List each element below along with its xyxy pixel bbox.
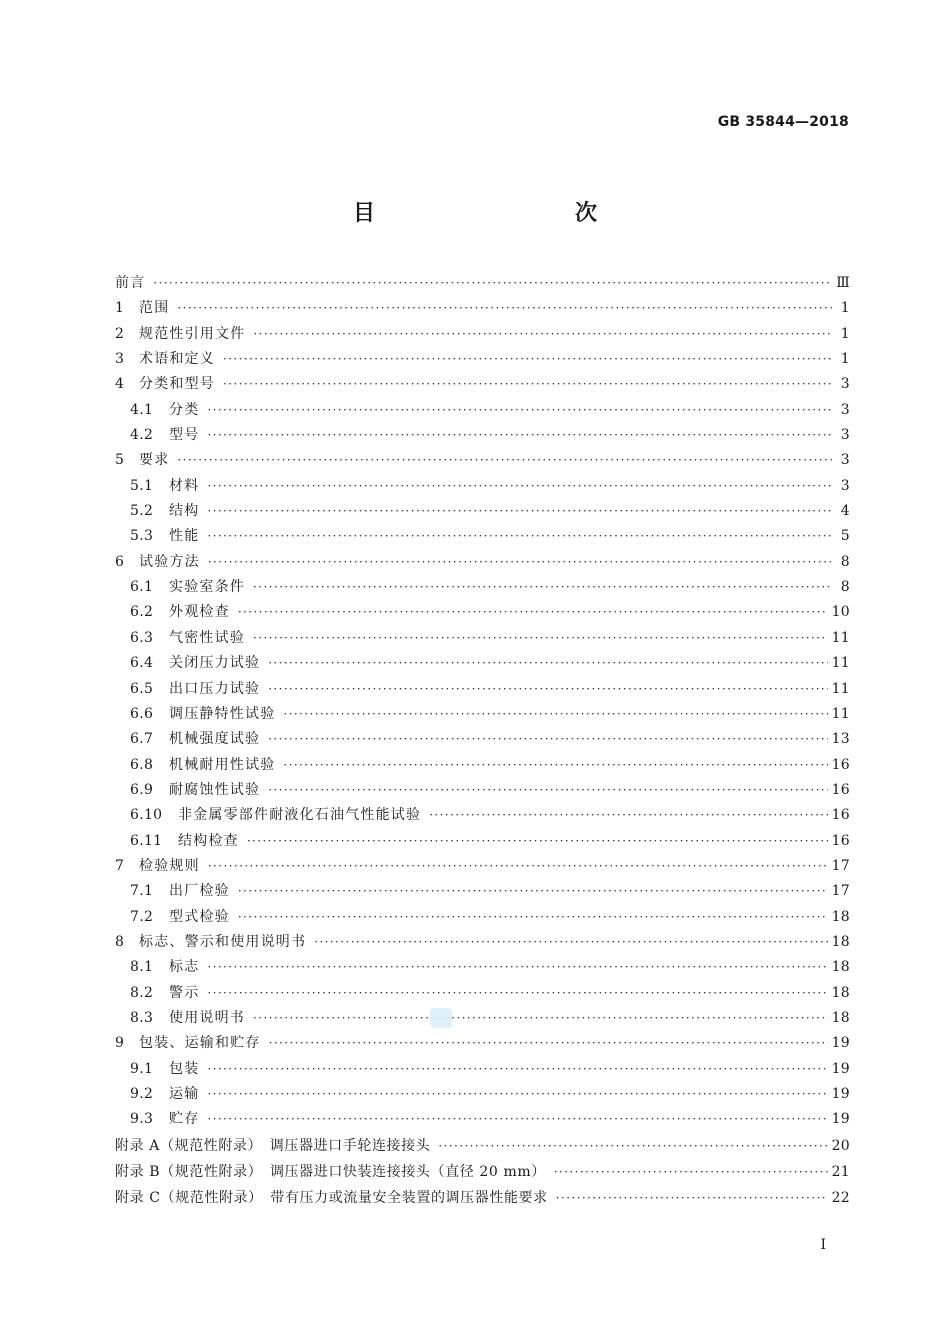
toc-entry[interactable] — [115, 727, 850, 752]
toc-entry-number: 5.2 — [130, 503, 154, 520]
toc-entry[interactable] — [115, 474, 850, 499]
toc-entry-page: 19 — [831, 1035, 850, 1052]
toc-entry-page: 11 — [831, 629, 850, 646]
toc-entry-label: 规范性引用文件 — [139, 325, 246, 342]
toc-entry-label: 标志 — [169, 959, 200, 976]
toc-entry[interactable] — [115, 550, 850, 575]
toc-entry-number: 6.4 — [130, 655, 154, 672]
toc-entry[interactable] — [115, 651, 850, 676]
toc-entry[interactable] — [115, 347, 850, 372]
toc-entry-page: 11 — [831, 655, 850, 672]
toc-entry[interactable] — [115, 1057, 850, 1082]
toc-entry-label: 警示 — [169, 984, 200, 1001]
toc-entry[interactable] — [115, 372, 850, 397]
toc-entry-page: 18 — [831, 1009, 850, 1026]
toc-entry-page: 3 — [840, 376, 850, 393]
toc-entry-label: 分类和型号 — [139, 376, 215, 393]
toc-entry-number: 8 — [115, 933, 125, 950]
toc-dot-leader — [207, 1057, 827, 1082]
toc-entry-number: 6.1 — [130, 579, 154, 596]
toc-entry[interactable] — [115, 702, 850, 727]
toc-entry-label: 性能 — [169, 528, 200, 545]
toc-entry-label: 检验规则 — [139, 857, 200, 874]
toc-entry-label: 试验方法 — [139, 553, 200, 570]
toc-entry-number: 5.1 — [130, 477, 154, 494]
toc-entry[interactable] — [115, 955, 850, 980]
toc-entry-page: 3 — [840, 427, 850, 444]
toc-dot-leader — [208, 550, 832, 575]
toc-entry-label: 出厂检验 — [169, 883, 230, 900]
toc-entry-number: 4.1 — [130, 401, 154, 418]
toc-dot-leader — [268, 651, 827, 676]
toc-entry-page: 19 — [831, 1060, 850, 1077]
toc-dot-leader — [269, 1031, 828, 1056]
toc-dot-leader — [247, 829, 828, 854]
toc-dot-leader — [207, 423, 832, 448]
toc-dot-leader — [207, 524, 832, 549]
toc-entry-number: 9.3 — [130, 1111, 154, 1128]
toc-entry-page: 17 — [831, 857, 850, 874]
toc-entry-number: 9 — [115, 1035, 125, 1052]
toc-dot-leader — [177, 296, 832, 321]
toc-entry-page: 13 — [831, 731, 850, 748]
toc-entry-page: 16 — [831, 781, 850, 798]
watermark-icon — [430, 1008, 452, 1028]
toc-entry[interactable] — [115, 1006, 850, 1031]
toc-entry-number: 7.1 — [130, 883, 154, 900]
toc-dot-leader — [177, 448, 832, 473]
toc-dot-leader — [207, 398, 832, 423]
toc-entry[interactable] — [115, 930, 850, 955]
toc-entry[interactable] — [115, 499, 850, 524]
toc-entry-label: 出口压力试验 — [169, 680, 261, 697]
toc-entry[interactable] — [115, 322, 850, 347]
toc-entry-page: 18 — [831, 984, 850, 1001]
page-number: I — [820, 1237, 826, 1253]
toc-dot-leader — [223, 347, 832, 372]
toc-entry-label: 实验室条件 — [169, 579, 245, 596]
toc-entry-number: 6.11 — [130, 832, 163, 849]
toc-entry[interactable] — [115, 296, 850, 321]
toc-entry-label: 机械耐用性试验 — [169, 756, 276, 773]
toc-entry-label: 术语和定义 — [139, 351, 215, 368]
toc-entry-number: 8.2 — [130, 984, 154, 1001]
toc-dot-leader — [223, 372, 832, 397]
toc-dot-leader — [253, 575, 832, 600]
toc-entry-label: 非金属零部件耐液化石油气性能试验 — [178, 807, 422, 824]
toc-entry-number: 5 — [115, 452, 125, 469]
toc-entry-label: 附录 A（规范性附录） 调压器进口手轮连接接头 — [115, 1137, 431, 1154]
toc-entry-label: 附录 C（规范性附录） 带有压力或流量安全装置的调压器性能要求 — [115, 1189, 548, 1206]
toc-entry-number: 6.6 — [130, 705, 154, 722]
toc-entry-label: 前言 — [115, 275, 146, 291]
toc-dot-leader — [207, 1107, 827, 1132]
toc-entry[interactable] — [115, 981, 850, 1006]
toc-dot-leader — [556, 1185, 828, 1211]
toc-entry-number: 1 — [115, 300, 125, 317]
toc-entry-number: 6.7 — [130, 731, 154, 748]
toc-entry-label: 运输 — [169, 1086, 200, 1102]
toc-dot-leader — [207, 981, 827, 1006]
toc-entry-label: 外观检查 — [169, 604, 230, 621]
toc-entry-page: 19 — [831, 1111, 850, 1128]
toc-entry-label: 范围 — [139, 300, 170, 317]
toc-dot-leader — [238, 879, 828, 904]
toc-dot-leader — [268, 727, 827, 752]
page-title: 目 次 — [352, 201, 649, 226]
toc-entry[interactable] — [115, 448, 850, 473]
toc-dot-leader — [238, 905, 828, 930]
toc-dot-leader — [207, 499, 832, 524]
toc-entry-number: 7.2 — [130, 908, 154, 925]
toc-entry-label: 包装 — [169, 1060, 200, 1077]
toc-dot-leader — [253, 322, 832, 347]
toc-entry-number: 9.1 — [130, 1060, 154, 1077]
toc-entry-number: 6.10 — [130, 807, 163, 824]
toc-entry-page: 17 — [831, 883, 850, 900]
toc-entry[interactable] — [115, 600, 850, 625]
toc-entry[interactable] — [115, 626, 850, 651]
toc-entry[interactable] — [115, 753, 850, 778]
toc-entry-label: 分类 — [169, 401, 200, 418]
toc-entry-label: 使用说明书 — [169, 1009, 245, 1026]
toc-entry-page: 8 — [840, 579, 850, 596]
toc-dot-leader — [208, 854, 828, 879]
toc-entry-page: 20 — [831, 1137, 850, 1154]
toc-entry[interactable] — [115, 1185, 850, 1211]
toc-entry-page: 3 — [840, 401, 850, 418]
toc-entry-page: 19 — [831, 1086, 850, 1102]
toc-entry-page: 10 — [831, 604, 850, 621]
toc-dot-leader — [153, 271, 832, 296]
toc-entry-page: 3 — [840, 477, 850, 494]
toc-entry-number: 6.5 — [130, 680, 154, 697]
toc-entry-label: 型式检验 — [169, 908, 230, 925]
toc-entry-number: 6.2 — [130, 604, 154, 621]
toc-entry-page: 5 — [840, 528, 850, 545]
toc-entry[interactable] — [115, 398, 850, 423]
toc-entry[interactable] — [115, 575, 850, 600]
standard-code: GB 35844—2018 — [717, 114, 849, 130]
toc-dot-leader — [207, 1082, 827, 1107]
toc-entry-number: 2 — [115, 325, 125, 342]
toc-entry-number: 4 — [115, 376, 125, 393]
toc-entry-number: 5.3 — [130, 528, 154, 545]
toc-entry-label: 包装、运输和贮存 — [139, 1035, 261, 1052]
toc-entry[interactable] — [115, 524, 850, 549]
toc-entry-number: 9.2 — [130, 1086, 154, 1102]
toc-entry[interactable] — [115, 1082, 850, 1107]
toc-entry[interactable] — [115, 803, 850, 828]
toc-entry-label: 结构检查 — [178, 832, 239, 849]
toc-entry-number: 3 — [115, 351, 125, 368]
toc-entry-label: 机械强度试验 — [169, 731, 261, 748]
toc-entry-number: 6 — [115, 553, 125, 570]
toc-entry-page: 18 — [831, 933, 850, 950]
toc-entry[interactable] — [115, 829, 850, 854]
toc-entry[interactable] — [115, 1107, 850, 1132]
toc-entry-page: 8 — [840, 553, 850, 570]
toc-entry-page: 16 — [831, 756, 850, 773]
toc-entry-page: Ⅲ — [836, 275, 850, 291]
toc-entry-page: 4 — [840, 503, 850, 520]
toc-entry[interactable] — [115, 854, 850, 879]
toc-entry[interactable] — [115, 879, 850, 904]
toc-entry-label: 标志、警示和使用说明书 — [139, 933, 307, 950]
toc-entry-number: 8.1 — [130, 959, 154, 976]
toc-entry-number: 7 — [115, 857, 125, 874]
toc-entry-number: 4.2 — [130, 427, 154, 444]
toc-dot-leader — [207, 955, 827, 980]
toc-dot-leader — [314, 930, 827, 955]
toc-entry-number: 6.9 — [130, 781, 154, 798]
toc-entry-number: 8.3 — [130, 1009, 154, 1026]
toc-dot-leader — [268, 778, 827, 803]
toc-entry[interactable] — [115, 271, 850, 296]
toc-entry[interactable] — [115, 677, 850, 702]
toc-dot-leader — [253, 626, 828, 651]
toc-entry-number: 6.3 — [130, 629, 154, 646]
toc-entry-label: 贮存 — [169, 1111, 200, 1128]
toc-entry-page: 21 — [831, 1163, 850, 1180]
toc-entry-page: 16 — [831, 807, 850, 824]
toc-entry-number: 6.8 — [130, 756, 154, 773]
toc-entry-page: 1 — [840, 351, 850, 368]
toc-entry-page: 18 — [831, 908, 850, 925]
toc-dot-leader — [207, 474, 832, 499]
toc-entry[interactable] — [115, 778, 850, 803]
toc-entry-label: 附录 B（规范性附录） 调压器进口快装连接接头（直径 20 mm） — [115, 1163, 546, 1180]
toc-entry[interactable] — [115, 1031, 850, 1056]
toc-entry-page: 1 — [840, 300, 850, 317]
toc-entry-label: 结构 — [169, 503, 200, 520]
toc-entry-page: 22 — [831, 1189, 850, 1206]
toc-entry-page: 1 — [840, 325, 850, 342]
toc-dot-leader — [438, 1133, 827, 1159]
toc-entry-page: 3 — [840, 452, 850, 469]
toc-dot-leader — [283, 753, 827, 778]
toc-entry-label: 型号 — [169, 427, 200, 444]
toc-dot-leader — [429, 803, 827, 828]
toc-dot-leader — [554, 1159, 828, 1185]
toc-entry-page: 11 — [831, 705, 850, 722]
toc-dot-leader — [253, 1006, 828, 1031]
toc-entry[interactable] — [115, 1159, 850, 1185]
toc-entry-page: 11 — [831, 680, 850, 697]
toc-dot-leader — [283, 702, 827, 727]
toc-entry-label: 调压静特性试验 — [169, 705, 276, 722]
toc-entry-label: 关闭压力试验 — [169, 655, 261, 672]
toc-dot-leader — [268, 677, 827, 702]
table-of-contents — [115, 271, 850, 1211]
toc-entry-label: 要求 — [139, 452, 170, 469]
toc-entry-label: 气密性试验 — [169, 629, 245, 646]
toc-entry-page: 16 — [831, 832, 850, 849]
toc-entry[interactable] — [115, 1133, 850, 1159]
toc-entry[interactable] — [115, 423, 850, 448]
toc-entry-label: 材料 — [169, 477, 200, 494]
toc-dot-leader — [238, 600, 828, 625]
toc-entry[interactable] — [115, 905, 850, 930]
toc-entry-page: 18 — [831, 959, 850, 976]
toc-entry-label: 耐腐蚀性试验 — [169, 781, 261, 798]
